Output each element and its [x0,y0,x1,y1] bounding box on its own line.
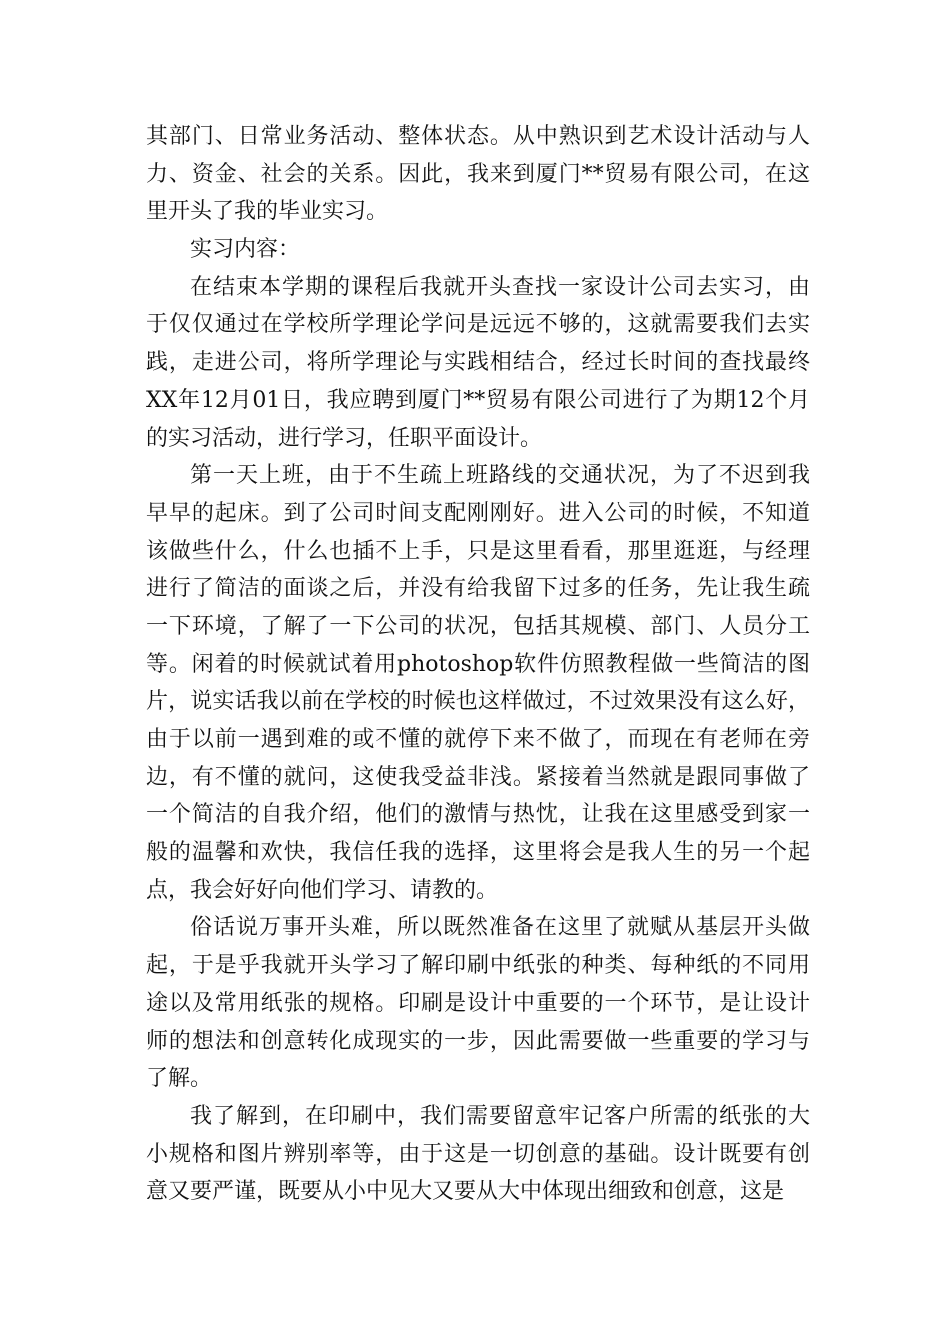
text-line: 该做些什么，什么也插不上手，只是这里看看，那里逛逛，与经理 [146,538,810,564]
text-line: 边，有不懂的就问，这使我受益非浅。紧接着当然就是跟同事做了 [146,764,810,790]
text-line: 一下环境，了解了一下公司的状况，包括其规模、部门、人员分工 [146,613,810,639]
paragraph [146,269,810,457]
text-line: 俗话说万事开头难，所以既然准备在这里了就赋从基层开头做 [190,915,810,941]
text-line: 进行了简洁的面谈之后，并没有给我留下过多的任务，先让我生疏 [146,576,810,602]
text-line: 意又要严谨，既要从小中见大又要从大中体现出细致和创意，这是 [146,1179,785,1205]
text-line: 师的想法和创意转化成现实的一步，因此需要做一些重要的学习与 [146,1028,810,1054]
text-line: 由于以前一遇到难的或不懂的就停下来不做了，而现在有老师在旁 [146,727,810,752]
text-line: 我了解到，在印刷中，我们需要留意牢记客户所需的纸张的大 [190,1103,810,1129]
text-line: 里开头了我的毕业实习。 [146,199,389,225]
text-line: 般的温馨和欢快，我信任我的选择，这里将会是我人生的另一个起 [146,840,810,866]
text-line: 点，我会好好向他们学习、请教的。 [146,877,499,903]
text-line: 实习内容： [190,237,301,263]
paragraph [146,909,810,1097]
text-line: 第一天上班，由于不生疏上班路线的交通状况，为了不迟到我 [190,463,810,489]
text-line: 的实习活动，进行学习，任职平面设计。 [146,425,543,451]
text-line: 等。闲着的时候就试着用photoshop软件仿照教程做一些简洁的图 [146,651,810,677]
text-line: 力、资金、社会的关系。因此，我来到厦门**贸易有限公司，在这 [146,161,810,187]
text-line: 其部门、日常业务活动、整体状态。从中熟识到艺术设计活动与人 [146,124,810,149]
paragraph [146,1098,810,1211]
paragraph [146,118,810,231]
paragraph [146,457,810,909]
text-line: 片，说实话我以前在学校的时候也这样做过，不过效果没有这么好， [146,689,810,715]
text-line: 途以及常用纸张的规格。印刷是设计中重要的一个环节，是让设计 [146,990,810,1016]
text-line: 践，走进公司，将所学理论与实践相结合，经过长时间的查找最终 [146,350,810,376]
document-body [146,118,810,1211]
text-line: 起，于是乎我就开头学习了解印刷中纸张的种类、每种纸的不同用 [146,953,810,979]
text-line: 了解。 [146,1066,213,1092]
text-line: XX年12月01日，我应聘到厦门**贸易有限公司进行了为期12个月 [146,387,810,413]
text-line: 于仅仅通过在学校所学理论学问是远远不够的，这就需要我们去实 [146,312,810,338]
text-line: 一个简洁的自我介绍，他们的激情与热忱，让我在这里感受到家一 [146,802,810,828]
text-line: 在结束本学期的课程后我就开头查找一家设计公司去实习，由 [190,274,810,300]
text-line: 小规格和图片辨别率等，由于这是一切创意的基础。设计既要有创 [146,1141,810,1167]
text-line: 早早的起床。到了公司时间支配刚刚好。进入公司的时候，不知道 [146,500,810,526]
paragraph [146,231,810,269]
